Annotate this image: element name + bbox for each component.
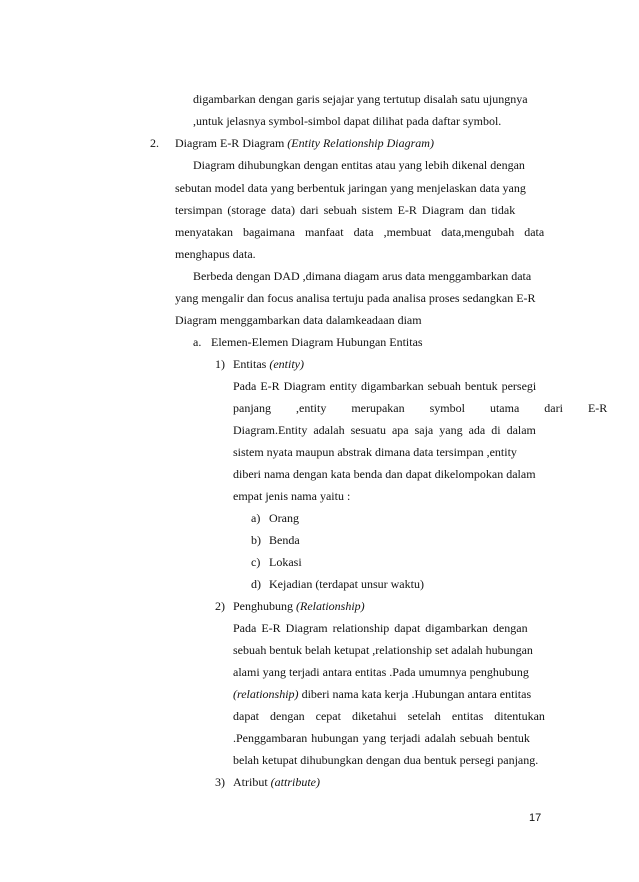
- text-line: yang mengalir dan focus analisa tertuju pada analisa proses sedangkan E-R: [175, 291, 536, 305]
- text-line: [193, 157, 551, 173]
- text-line: sebuah bentuk belah ketupat ,relationship set adalah hubungan: [233, 643, 533, 657]
- heading-text: Atribut: [233, 775, 268, 789]
- text-line: .Penggambaran hubungan yang terjadi adalah sebuah bentuk: [233, 731, 530, 745]
- heading-text: Penghubung: [233, 599, 293, 613]
- text-line: dapat dengan cepat diketahui setelah entitas ditentukan: [233, 709, 545, 723]
- heading-italic-text: (entity): [269, 357, 304, 371]
- text-line: Pada E-R Diagram relationship dapat digambarkan dengan: [233, 621, 528, 635]
- page-number: 17: [529, 812, 542, 824]
- text-line: sistem nyata maupun abstrak dimana data tersimpan ,entity: [233, 445, 517, 459]
- text-line: sebutan model data yang berbentuk jaringan yang menjelaskan data yang: [175, 181, 526, 195]
- item-heading: [233, 598, 365, 614]
- heading-italic-text: (Entity Relationship Diagram): [287, 136, 434, 150]
- text-line: digambarkan dengan garis sejajar yang tertutup disalah satu ujungnya: [193, 92, 528, 106]
- section-heading: [175, 135, 434, 151]
- heading-text: Entitas: [233, 357, 267, 371]
- list-item: Lokasi: [269, 555, 302, 569]
- list-marker: a): [251, 511, 261, 525]
- text-line: empat jenis nama yaitu :: [233, 489, 351, 503]
- text-line: Diagram.Entity adalah sesuatu apa saja yang ada di dalam: [233, 423, 536, 437]
- text-span: diberi nama kata kerja .Hubungan antara entitas: [301, 687, 532, 701]
- text-line: Berbeda dengan DAD ,dimana diagam arus data menggambarkan data: [193, 269, 532, 283]
- list-marker: a.: [193, 335, 202, 349]
- list-marker: b): [251, 533, 261, 547]
- text-line: alami yang terjadi antara entitas .Pada umumnya penghubung: [233, 665, 529, 679]
- list-marker: 2.: [150, 136, 159, 150]
- text-line: menghapus data.: [175, 247, 256, 261]
- list-item: Kejadian (terdapat unsur waktu): [269, 577, 424, 591]
- list-item: Orang: [269, 511, 299, 525]
- text-line: [233, 686, 551, 702]
- heading-text: Diagram E-R Diagram: [175, 136, 285, 150]
- list-marker: 2): [215, 599, 225, 613]
- text-line: Diagram menggambarkan data dalamkeadaan diam: [175, 313, 422, 327]
- text-line: menyatakan bagaimana manfaat data ,membuat data,mengubah data: [175, 225, 545, 239]
- text-line: tersimpan (storage data) dari sebuah sistem E-R Diagram dan tidak: [175, 203, 516, 217]
- text-line: ,untuk jelasnya symbol-simbol dapat dilihat pada daftar symbol.: [193, 114, 502, 128]
- text-italic-span: (relationship): [233, 687, 299, 701]
- subsection-heading: Elemen-Elemen Diagram Hubungan Entitas: [211, 335, 423, 349]
- text-line: panjang ,entity merupakan symbol utama dari E-R: [233, 401, 608, 415]
- list-marker: 3): [215, 775, 225, 789]
- list-item: Benda: [269, 533, 300, 547]
- text-line: belah ketupat dihubungkan dengan dua bentuk persegi panjang.: [233, 753, 539, 767]
- text-span: Diagram dihubungkan dengan entitas atau yang lebih dikenal dengan: [193, 158, 525, 172]
- item-heading: [233, 356, 304, 372]
- list-marker: 1): [215, 357, 225, 371]
- item-heading: [233, 774, 320, 790]
- heading-italic-text: (Relationship): [296, 599, 365, 613]
- text-line: Pada E-R Diagram entity digambarkan sebuah bentuk persegi: [233, 379, 537, 393]
- list-marker: c): [251, 555, 261, 569]
- text-line: diberi nama dengan kata benda dan dapat dikelompokan dalam: [233, 467, 536, 481]
- list-marker: d): [251, 577, 261, 591]
- heading-italic-text: (attribute): [270, 775, 320, 789]
